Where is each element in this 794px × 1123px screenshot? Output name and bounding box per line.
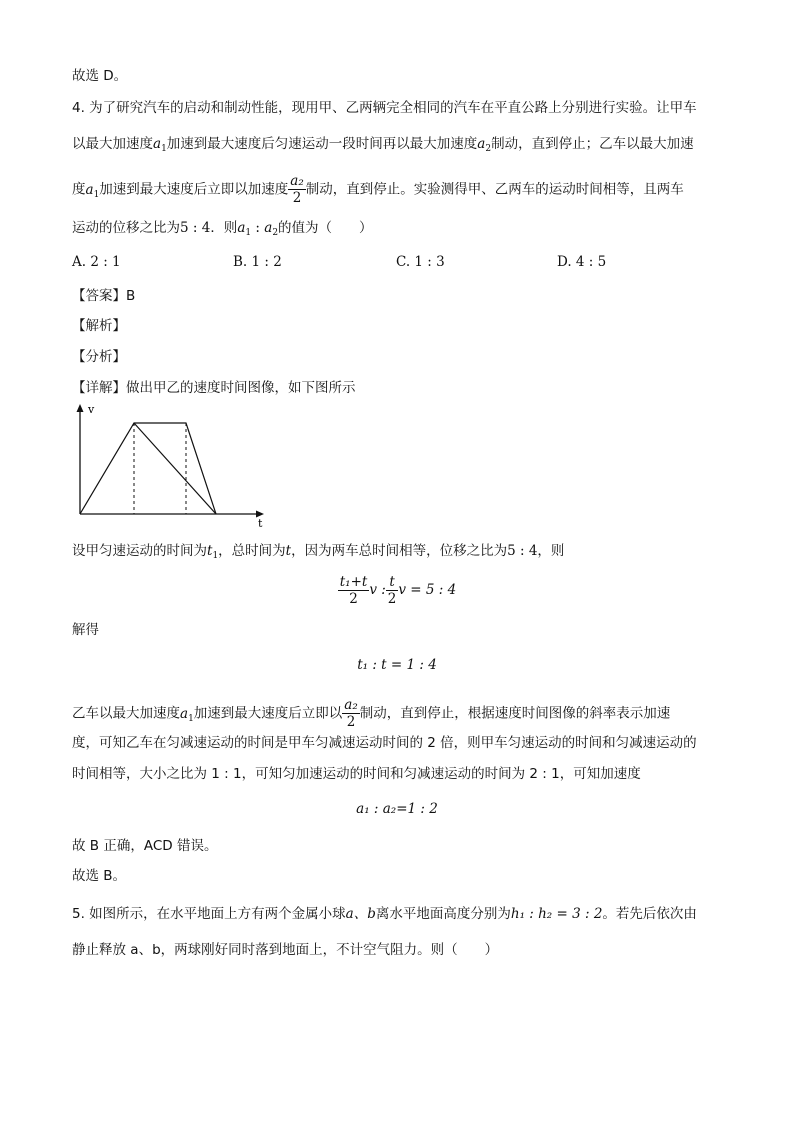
analysis-label: 【解析】 [72,318,126,334]
equation-1: $\frac{\text{t₁+t}}{2}$ v : $\frac{t}{2}$ v = 5 : 4 [339,574,457,607]
conclusion-2: 故选 B。 [72,868,127,884]
t-axis-label: t [258,517,263,530]
fraction-a2-over-2: $\frac{\text{a₂}}{2}$ [290,173,304,206]
para2-line3: 时间相等，大小之比为 1 : 1，可知匀加速运动的时间和匀减速运动的时间为 2 : 1，可知加速度 [72,766,641,782]
option-b[interactable]: B. 1 : 2 [233,254,282,270]
para1: 设甲匀速运动的时间为$t_1$，总时间为t，因为两车总时间相等，位移之比为5 : 4，则 [72,543,565,561]
jiede-label: 解得 [72,622,99,638]
v-axis-arrow [77,404,84,412]
detail-line: 【详解】做出甲乙的速度时间图像，如下图所示 [72,380,356,396]
q5-line1: 5. 如图所示，在水平地面上方有两个金属小球a、b离水平地面高度分别为h₁ : h₂ = 3 : 2。若先后依次由 [72,906,697,922]
option-a[interactable]: A. 2 : 1 [72,254,121,270]
option-c[interactable]: C. 1 : 3 [396,254,445,270]
para2-line2: 度，可知乙车在匀减速运动的时间是甲车匀减速运动时间的 2 倍，则甲车匀速运动的时间和匀减速运动的 [72,735,697,751]
velocity-time-graph [72,402,272,532]
prev-conclusion: 故选 D。 [72,68,128,84]
q4-line4: 运动的位移之比为5 : 4．则$a_1$ : $a_2$的值为（ ） [72,220,373,238]
v-axis-label: v [88,403,95,416]
para2-line1: 乙车以最大加速度$a_1$加速到最大速度后立即以 $\frac{\text{a₂}}{2}$ 制动，直到停止，根据速度时间图像的斜率表示加速 [72,697,671,730]
jia-velocity-line [80,423,216,514]
option-d[interactable]: D. 4 : 5 [557,254,607,270]
q5-line2: 静止释放 a、b，两球刚好同时落到地面上，不计空气阻力。则（ ） [72,942,499,958]
equation-3: a₁ : a₂=1 : 2 [356,801,438,817]
fenxi-label: 【分析】 [72,349,126,365]
equation-2: t₁ : t = 1 : 4 [357,657,437,673]
conclusion-1: 故 B 正确，ACD 错误。 [72,838,218,854]
answer-label: 【答案】B [72,288,136,304]
q4-line2: 以最大加速度$a_1$加速到最大速度后匀速运动一段时间再以最大加速度$a_2$制动，直到停止；乙车以最大加速 [72,136,694,154]
yi-velocity-line [134,423,216,514]
q4-line1: 4. 为了研究汽车的启动和制动性能，现用甲、乙两辆完全相同的汽车在平直公路上分别进行实验。让甲车 [72,100,697,116]
q4-line3: 度$a_1$加速到最大速度后立即以加速度 $\frac{\text{a₂}}{2}$ 制动，直到停止。实验测得甲、乙两车的运动时间相等，且两车 [72,173,684,206]
